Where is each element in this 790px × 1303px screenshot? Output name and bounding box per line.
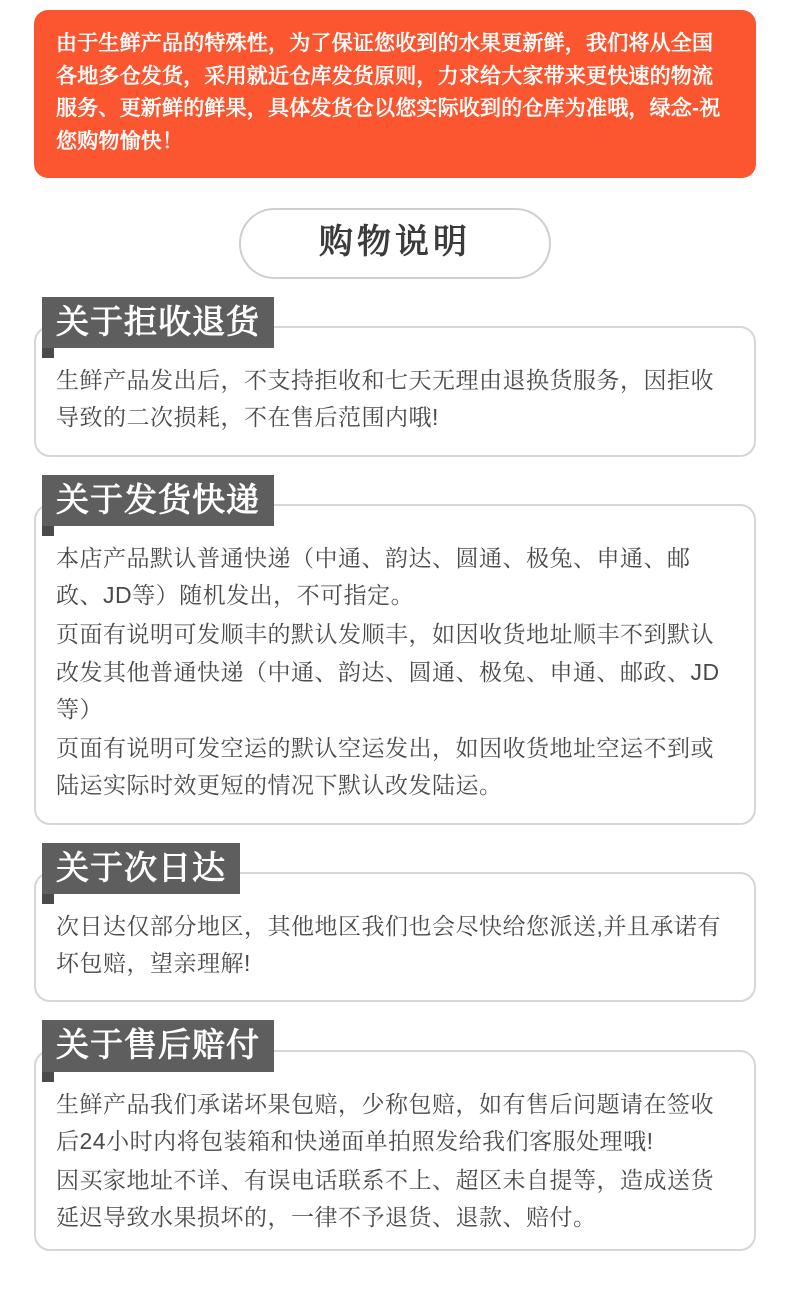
- info-block-after-sales-compensation: [34, 1020, 756, 1250]
- shipping-notice-banner: [34, 10, 756, 178]
- section-title-wrap: [0, 208, 790, 279]
- block-paragraph: 次日达仅部分地区，其他地区我们也会尽快给您派送,并且承诺有坏包赔，望亲理解!: [56, 912, 721, 977]
- block-paragraph: 生鲜产品我们承诺坏果包赔，少称包赔，如有售后问题请在签收后24小时内将包装箱和快递面单拍照发给我们客服处理哦!: [56, 1090, 714, 1154]
- block-heading: 关于售后赔付: [42, 1020, 274, 1071]
- shopping-instructions-page: [0, 10, 790, 1303]
- block-paragraph: 本店产品默认普通快递（中通、韵达、圆通、极兔、申通、邮政、JD等）随机发出，不可指定。: [56, 544, 691, 609]
- shipping-notice-text: 由于生鲜产品的特殊性，为了保证您收到的水果更新鲜，我们将从全国各地多仓发货，采用就近仓库发货原则，力求给大家带来更快速的物流服务、更新鲜的鲜果，具体发货仓以您实际收到的仓库为准哦，绿念-祝您购物愉快！: [56, 32, 721, 153]
- block-body: [34, 504, 756, 825]
- block-paragraph: 因买家地址不详、有误电话联系不上、超区未自提等，造成送货延迟导致水果损坏的，一律不予退货、退款、赔付。: [56, 1167, 714, 1231]
- info-block-next-day-delivery: [34, 843, 756, 1003]
- block-heading: 关于次日达: [42, 843, 240, 894]
- block-heading: 关于拒收退货: [42, 297, 274, 348]
- page-title: 购物说明: [239, 208, 551, 279]
- info-block-shipping-courier: [34, 475, 756, 825]
- info-block-refusal-return: [34, 297, 756, 457]
- block-paragraph: 生鲜产品发出后，不支持拒收和七天无理由退换货服务，因拒收导致的二次损耗，不在售后范围内哦!: [56, 367, 714, 431]
- block-paragraph: 页面有说明可发空运的默认空运发出，如因收货地址空运不到或陆运实际时效更短的情况下默认改发陆运。: [56, 735, 714, 799]
- block-body: [34, 1050, 756, 1251]
- block-heading: 关于发货快递: [42, 475, 274, 526]
- block-paragraph: 页面有说明可发顺丰的默认发顺丰，如因收货地址顺丰不到默认改发其他普通快递（中通、韵达、圆通、极兔、申通、邮政、JD等）: [56, 621, 720, 722]
